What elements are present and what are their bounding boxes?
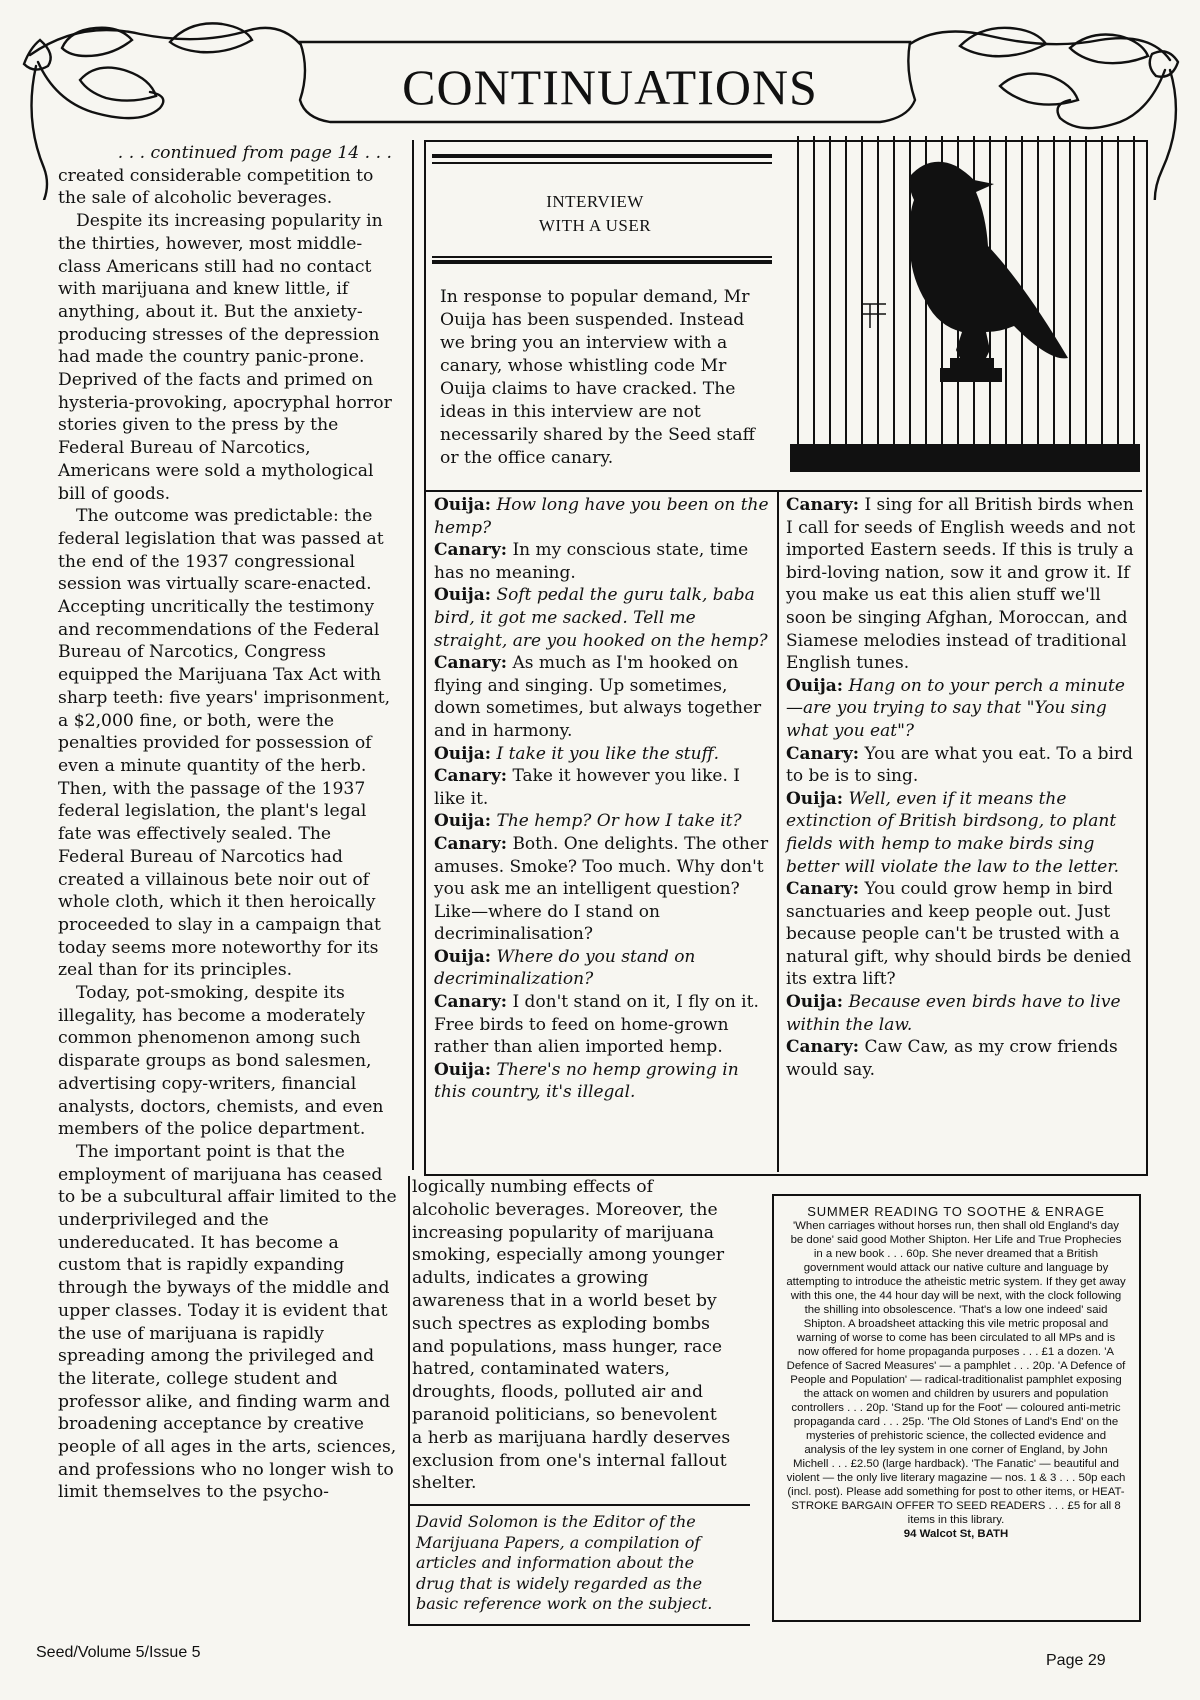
column-divider (412, 140, 414, 1170)
qa-text: How long have you been on the hemp? (434, 495, 769, 538)
title-rule-bottom-thin (432, 256, 772, 258)
advert-text (786, 1205, 1126, 1541)
qa-speaker: Canary: (786, 743, 860, 764)
qa-text: Caw Caw, as my crow friends would say. (786, 1037, 1118, 1080)
article-paragraph: The important point is that the employment of marijuana has ceased to be a subcultural affair limited to the underprivileged and the undereducated. It has become a custom that is rapidly expanding through the byways of the middle and upper classes. Today it is evident that the use of marijuana is rapidly spreading among the privileged and the literate, college student and professor alike, and finding warm and broadening acceptance by creative people of all ages in the arts, sciences, and professions who no longer wish to limit themselves to the psycho- (58, 1141, 397, 1503)
qa-entry (434, 1059, 770, 1104)
qa-entry (786, 743, 1136, 788)
qa-speaker: Canary: (786, 495, 860, 515)
qa-text: You are what you eat. To a bird to be is to sing. (786, 743, 1133, 787)
advert-body: 'When carriages without horses run, then shall old England's day be done' said good Mother Shipton. Her Life and True Prophecies in a new book . . . 60p. She never dreamed that a British government would attack our native culture and language by attempting to introduce the atheistic metric system. If they get away with this one, the 44 hour day will be next, with the clock following the shilling into obsolescence. 'That's a low one indeed' said Shipton. A broadsheet attacking this vile metric proposal and warning of worse to come has been circulated to all MPs and is now offered for home propaganda purposes . . . £1 a dozen. 'A Defence of Sacred Measures' — a pamphlet . . . 20p. 'A Defence of People and Population' — radical-traditionalist pamphlet exposing the attack on women and children by usurers and population controllers . . . 20p. 'Stand up for the Foot' — coloured anti-metric propaganda card . . . 25p. 'The Old Stones of Land's End' on the mysteries of prehistoric science, the collected evidence and analysis of the ley system in one corner of England, by John Michell . . . £2.50 (large hardback). 'The Fanatic' — beautiful and violent — the only live literary magazine — nos. 1 & 3 . . . 50p each (incl. post). Please add something for post to other items, or HEAT-STROKE BARGAIN OFFER TO SEED READERS . . . £5 for all 8 items in this library. (786, 1220, 1126, 1526)
footer-issue: Seed/Volume 5/Issue 5 (36, 1644, 201, 1661)
article-paragraph: The outcome was predictable: the federal legislation that was passed at the end of the 1937 congressional session was virtually scare-enacted. Accepting uncritically the testimony and recommendations of the Federal Bureau of Narcotics, Congress equipped the Marijuana Tax Act with sharp teeth: five years' imprisonment, a $2,000 fine, or both, were the penalties provided for possession of even a minute quantity of the herb. Then, with the passage of the 1937 federal legislation, the plant's legal fate was effectively sealed. The Federal Bureau of Narcotics had created a villainous bete noir out of whole cloth, which it then heroically proceeded to slay in a campaign that today seems more noteworthy for its zeal than for its principles. (58, 506, 391, 981)
qa-entry (786, 788, 1136, 878)
qa-text: In my conscious state, time has no meaning. (434, 540, 749, 583)
qa-entry (786, 878, 1136, 991)
qa-text: You could grow hemp in bird sanctuaries and keep people out. Just because people can't be trusted with a natural gift, why should birds be denied its extra lift? (786, 879, 1132, 990)
qa-entry (434, 833, 770, 946)
advert-address: 94 Walcot St, BATH (903, 1528, 1009, 1540)
qa-speaker: Canary: (786, 1037, 860, 1058)
qa-entry (434, 539, 770, 584)
interview-intro: In response to popular demand, Mr Ouija has been suspended. Instead we bring you an interview with a canary, whose whistling code Mr Ouija claims to have cracked. The ideas in this interview are not necessarily shared by the Seed staff or the office canary. (440, 287, 755, 468)
qa-speaker: Ouija: (786, 788, 844, 809)
qa-entry (434, 991, 770, 1059)
footer-page-number: Page 29 (1046, 1652, 1106, 1669)
interview-title-line1: INTERVIEW (546, 192, 644, 211)
title-rule-bottom (432, 260, 772, 264)
qa-speaker: Canary: (786, 879, 860, 900)
article-paragraph: Despite its increasing popularity in the thirties, however, most middle-class Americans still had no contact with marijuana and knew little, if anything, about it. But the anxiety-producing stresses of the depression had made the country panic-prone. Deprived of the facts and primed on hysteria-provoking, apocryphal horror stories given to the press by the Federal Bureau of Narcotics, Americans were sold a mythological bill of goods. (58, 211, 392, 504)
qa-text: Soft pedal the guru talk, baba bird, it got me sacked. Tell me straight, are you hooked on the hemp? (434, 585, 768, 651)
qa-text: Because even birds have to live within the law. (786, 992, 1121, 1035)
qa-entry (434, 765, 770, 810)
qa-entry (434, 743, 770, 766)
qa-speaker: Ouija: (786, 992, 844, 1013)
qa-speaker: Ouija: (434, 811, 492, 832)
qa-speaker: Canary: (434, 540, 508, 561)
continued-from-note: . . . continued from page 14 . . . (117, 143, 392, 163)
middle-column-divider (408, 1176, 410, 1626)
qa-speaker: Canary: (434, 653, 508, 674)
qa-entry (434, 946, 770, 991)
qa-entry (786, 1036, 1136, 1081)
canary-silhouette (910, 162, 1069, 359)
qa-text: I take it you like the stuff. (496, 743, 720, 764)
page-title: CONTINUATIONS (402, 59, 818, 115)
interview-qa-column-2 (786, 494, 1136, 1081)
article-paragraph: created considerable competition to the sale of alcoholic beverages. (58, 165, 374, 209)
qa-entry (434, 652, 770, 742)
qa-speaker: Canary: (434, 833, 508, 854)
interview-qa-column-1 (434, 494, 770, 1104)
interview-title-line2: WITH A USER (538, 216, 652, 235)
qa-speaker: Ouija: (434, 1059, 492, 1080)
qa-text: I sing for all British birds when I call for seeds of English weeds and not imported Eastern seeds. If this is truly a bird-loving nation, sow it and grow it. If you make us eat this alien stuff we'll soon be singing Afghan, Moroccan, and Siamese melodies instead of traditional English tunes. (786, 495, 1136, 674)
byline-rule (410, 1504, 750, 1506)
qa-entry (786, 675, 1136, 743)
qa-entry (434, 494, 770, 539)
qa-text: Hang on to your perch a minute—are you trying to say that "You sing what you eat"? (786, 675, 1125, 741)
qa-entry (786, 494, 1136, 675)
left-column-article (58, 142, 398, 1504)
qa-entry (434, 810, 770, 833)
byline-rule-bottom (410, 1624, 750, 1626)
middle-column-continuation: logically numbing effects of alcoholic beverages. Moreover, the increasing popularity of marijuana smoking, especially among younger adults, indicates a growing awareness that in a world beset by such spectres as exploding bombs and populations, mass hunger, race hatred, contaminated waters, droughts, floods, polluted air and paranoid politicians, so benevolent a herb as marijuana hardly deserves exclusion from one's internal fallout shelter. (412, 1177, 731, 1494)
title-rule-top-thin (432, 162, 772, 164)
qa-text: I don't stand on it, I fly on it. Free birds to feed on home-grown rather than alien imported hemp. (434, 992, 759, 1058)
interview-title (440, 190, 750, 238)
qa-text: Take it however you like. I like it. (434, 766, 740, 809)
qa-text: The hemp? Or how I take it? (496, 811, 742, 832)
qa-speaker: Ouija: (434, 946, 492, 967)
canary-in-cage-illustration (790, 136, 1140, 472)
qa-speaker: Canary: (434, 766, 508, 787)
qa-speaker: Canary: (434, 992, 508, 1013)
article-paragraph: Today, pot-smoking, despite its illegality, has become a moderately common phenomenon among such disparate groups as bond salesmen, advertising copy-writers, financial analysts, doctors, chemists, and even members of the police department. (58, 983, 384, 1140)
qa-text: There's no hemp growing in this country, it's illegal. (434, 1059, 739, 1103)
qa-text: Well, even if it means the extinction of British birdsong, to plant fields with hemp to make birds sing better will violate the law to the letter. (786, 788, 1119, 877)
qa-text: Where do you stand on decriminalization? (434, 946, 696, 990)
cage-base (790, 444, 1140, 472)
author-byline: David Solomon is the Editor of the Marijuana Papers, a compilation of articles and information about the drug that is widely regarded as the basic reference work on the subject. (416, 1512, 713, 1613)
qa-column-divider (777, 490, 779, 1172)
advert-title: SUMMER READING TO SOOTHE & ENRAGE (807, 1204, 1105, 1219)
qa-entry (786, 991, 1136, 1036)
qa-speaker: Ouija: (434, 743, 492, 764)
qa-speaker: Ouija: (786, 675, 844, 696)
qa-speaker: Ouija: (434, 495, 492, 515)
qa-text: As much as I'm hooked on flying and singing. Up sometimes, down sometimes, but always together and in harmony. (434, 653, 762, 741)
title-rule-top (432, 154, 772, 158)
qa-entry (434, 584, 770, 652)
qa-text: Both. One delights. The other amuses. Smoke? Too much. Why don't you ask me an intelligent question? Like—where do I stand on decriminalisation? (434, 833, 769, 945)
qa-divider-horizontal (426, 490, 1142, 492)
qa-speaker: Ouija: (434, 585, 492, 606)
